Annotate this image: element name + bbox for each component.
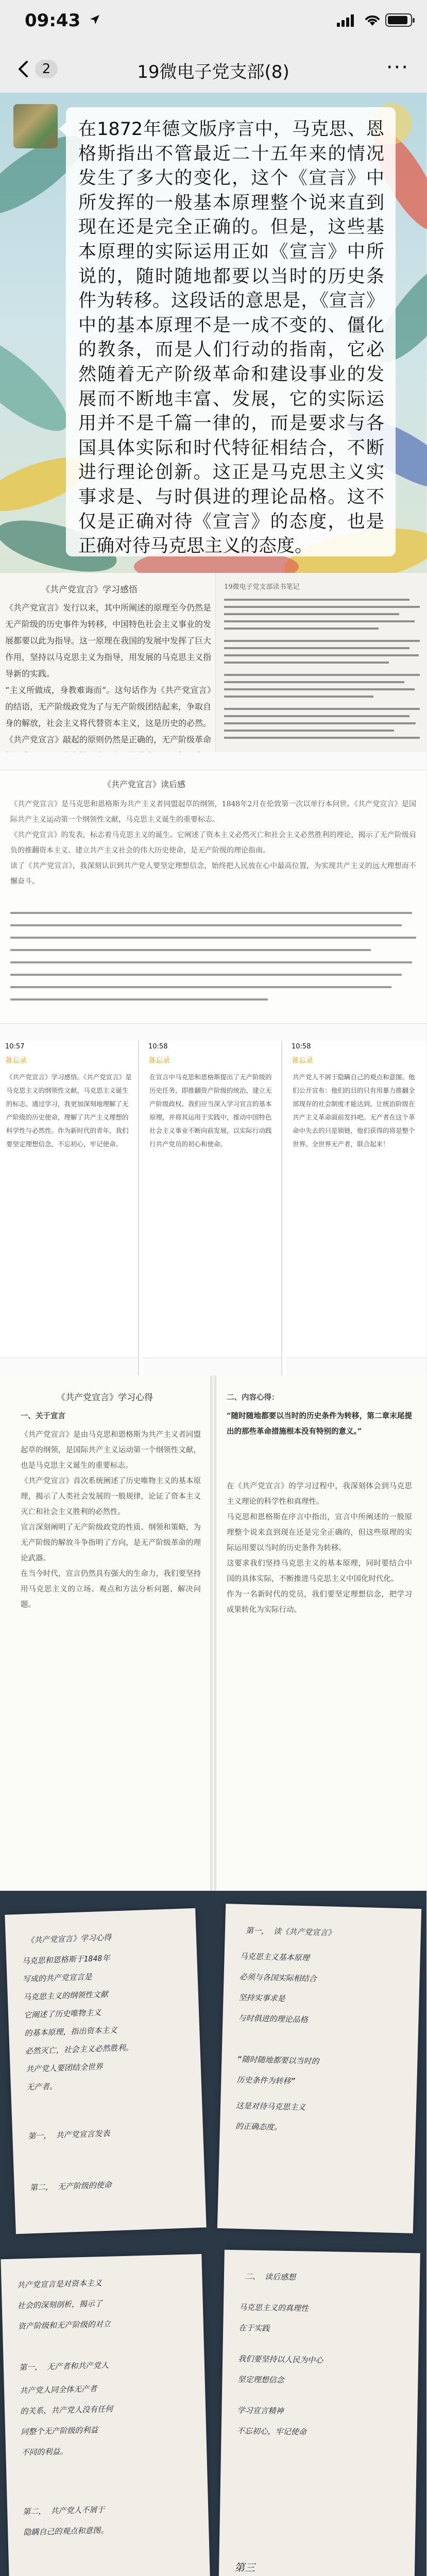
notebook-page-right: 第一， 读《共产党宣言》 马克思主义基本原理 必须与各国实际相结合 坚持实事求是 与时俱进的理论品格 “随时随地都要以当时的 历史条件为转移” 这是对待马克思主义 的正确态度。 [217, 1904, 421, 2233]
essay-heading-left: 一、关于宣言 [21, 1412, 65, 1420]
back-link: 备忘录 [148, 1057, 170, 1065]
text-lines-graphic [0, 907, 426, 1020]
text-lines-graphic [216, 573, 427, 752]
message-text: 在1872年德文版序言中，马克思、恩格斯指出不管最近二十五年来的情况发生了多大的变化，这个《宣言》中所发挥的一般基本原理整个说来直到现在还是完全正确的。但是，这些基本原理的实际运用正如《宣言》中所说的，随时随地都要以当时的历史条件为转移。这段话的意思是，《宣言》中的基本原理不是一成不变的、僵化的教条，而是人们行动的指南，它必然随着无产阶级革命和建设事业的发展而不断地丰富、发展，它的实际运用并不是千篇一律的，而是要求与各国具体实际和时代特征相结合，不断进行理论创新。这正是马克思主义实事求是、与时俱进的理论品格。这不仅是正确对待《宣言》的态度，也是正确对待马克思主义的态度。 [78, 119, 384, 557]
essay-title: 《共产党宣言》学习心得 [57, 1393, 153, 1403]
essay-document-image[interactable] [0, 1376, 426, 1891]
phone-screenshot: 10:57 备忘录 《共产党宣言》学习感悟。《共产党宣言》是马克思主义的纲领性文献，马克思主义诞生的标志。通过学习，我更加深刻地理解了无产阶级的历史使命，理解了共产主义理想的科学性与必然性。作为新时代的青年，我们要坚定理想信念，不忘初心，牢记使命。 [0, 1041, 139, 1376]
document-body: 《共产党宣言》发行以来，其中所阐述的原理至今仍然是无产阶级的历史事件为转移，中国特色社会主义事业的发展都要以此为指导。这一原理在我国的发展中发挥了巨大作用，坚持以马克思主义为指导，用发展的马克思主义指导新的实践。 “主义所做成，身教难诲而”。这句话作为《共产党宣言》的结语，无产阶级政党为了与无产阶级团结起来，争取自身的解放，社会主义将代替资本主义，这是历史的必然。 《共产党宣言》敲起的原则仍然是正确的，无产阶级革命 [5, 603, 212, 744]
wifi-icon [364, 13, 381, 27]
note-text: 在宣言中马克思和恩格斯提出了无产阶级的历史任务，即推翻资产阶级的统治，建立无产阶级政权。我们应当深入学习宣言的基本原理，并将其运用于实践中，推动中国特色社会主义事业不断向前发展，以实际行动践行共产党员的初心和使命。 [149, 1073, 272, 1148]
notes-bottom-bar [0, 1023, 426, 1041]
back-link: 备忘录 [292, 1057, 313, 1065]
handwritten-notebook-image[interactable] [0, 2241, 426, 2576]
message-bubble[interactable] [66, 107, 396, 556]
essay-body-right: 在《共产党宣言》的学习过程中，我深刻体会到马克思主义理论的科学性和真理性。 马克思和恩格斯在序言中指出，宣言中所阐述的一般原理整个说来直到现在还是完全正确的，但这些原理的实际运用要以当时的历史条件为转移。 这要求我们坚持马克思主义的基本原理，同时要结合中国的具体实际，不断推进马克思主义中国化时代化。 作为一名新时代的党员，我们要坚定理想信念，把学习成果转化为实际行动。 [227, 1482, 412, 1614]
note-text: 《共产党宣言》学习感悟。《共产党宣言》是马克思主义的纲领性文献，马克思主义诞生的标志。通过学习，我更加深刻地理解了无产阶级的历史使命，理解了共产主义理想的科学性与必然性。作为新时代的青年，我们要坚定理想信念，不忘初心，牢记使命。 [6, 1073, 132, 1148]
location-arrow-icon [89, 13, 101, 26]
notes-body: 《共产党宣言》是马克思和恩格斯为共产主义者同盟起草的纲领，1848年2月在伦敦第一次以单行本问世。《共产党宣言》是国际共产主义运动第一个纲领性文献，马克思主义诞生的重要标志。 《共产党宣言》的发表，标志着马克思主义的诞生。它阐述了资本主义必然灭亡和社会主义必然胜利的理论，揭示了无产阶级肩负的推翻资本主义、建立共产主义社会的伟大历史使命，是无产阶级的理论指南。 读了《共产党宣言》，我深刻认识到共产党人要坚定理想信念，始终把人民放在心中最高位置，为实现共产主义的远大理想而不懈奋斗。 [10, 800, 416, 886]
phone-screenshot: 10:58 备忘录 在宣言中马克思和恩格斯提出了无产阶级的历史任务，即推翻资产阶级的统治，建立无产阶级政权。我们应当深入学习宣言的基本原理，并将其运用于实践中，推动中国特色社会主义事业不断向前发展，以实际行动践行共产党员的初心和使命。 [143, 1041, 282, 1376]
chat-title: 19微电子党支部(8) [137, 62, 289, 82]
back-link: 备忘录 [5, 1057, 27, 1065]
phone-screenshot: 10:58 备忘录 共产党人不屑于隐瞒自己的观点和意图。他们公开宣布：他们的目的只有用暴力推翻全部现存的社会制度才能达到。让统治阶级在共产主义革命面前发抖吧。无产者在这个革命中失去的只是锁链，他们获得的将是整个世界。全世界无产者，联合起来！ [286, 1041, 426, 1376]
status-bar [0, 0, 426, 45]
notebook-page-right: 二、 读后感想 马克思主义的真理性 在于实践 我们要坚持以人民为中心 坚定理想信念 学习宣言精神 不忘初心，牢记使命 第三 [218, 2250, 420, 2576]
unread-count-badge: 2 [35, 60, 58, 78]
battery-icon [385, 13, 412, 27]
notebook-page-left: 《共产党宣言》学习心得 马克思和恩格斯于1848年 写成的共产党宣言是 马克思主义的纲领性文献 它阐述了历史唯物主义 的基本原理，指出资本主义 必然灭亡，社会主义必然胜利。 共产党人要团结全世界 无产者。 第一， 共产党宣言发表 第二， 无产阶级的使命 [5, 1908, 206, 2234]
scanned-document-image[interactable] [0, 573, 426, 752]
essay-quote: “随时随地都要以当时的历史条件为转移，第二章末尾提出的那些革命措施根本没有特别的意义。” [227, 1412, 412, 1436]
notes-toolbar [0, 752, 426, 770]
document-heading: 19微电子党支部读书笔记 [224, 583, 300, 591]
notes-title: 《共产党宣言》读后感 [103, 779, 186, 789]
document-page-right [215, 573, 427, 752]
phone-screenshots-image[interactable] [0, 1041, 426, 1376]
handwritten-notebook-image[interactable] [0, 1891, 426, 2241]
document-title: 《共产党宣言》学习感悟 [41, 585, 138, 595]
more-options-button[interactable]: ··· [386, 56, 409, 79]
poster-image[interactable] [0, 93, 426, 573]
essay-heading-right: 二、内容心得： [227, 1393, 279, 1402]
essay-body-left: 《共产党宣言》是由马克思和恩格斯为共产主义者同盟起草的纲领，是国际共产主义运动第一个纲领性文献，也是马克思主义诞生的重要标志。 《共产党宣言》首次系统阐述了历史唯物主义的基本原理，揭示了人类社会发展的一般规律，论证了资本主义灭亡和社会主义胜利的必然性。 宣言深刻阐明了无产阶级政党的性质、纲领和策略，为无产阶级的解放斗争指明了方向，是无产阶级革命的理论武器。 在当今时代，宣言仍然具有强大的生命力，我们要坚持用马克思主义的立场、观点和方法分析问题、解决问题。 [21, 1431, 201, 1609]
sender-avatar[interactable] [13, 104, 58, 148]
cellular-signal-icon [337, 14, 355, 27]
notes-screenshot-image[interactable] [0, 752, 426, 1041]
note-text: 共产党人不屑于隐瞒自己的观点和意图。他们公开宣布：他们的目的只有用暴力推翻全部现存的社会制度才能达到。让统治阶级在共产主义革命面前发抖吧。无产者在这个革命中失去的只是锁链，他们获得的将是整个世界。全世界无产者，联合起来！ [293, 1073, 415, 1148]
chat-header [0, 45, 426, 93]
status-time: 09:43 [25, 10, 81, 31]
notebook-page-left: 共产党宣言是对资本主义 社会的深刻剖析，揭示了 资产阶级和无产阶级的对立 第一， 无产者和共产党人 共产党人同全体无产者 的关系，共产党人没有任何 同整个无产阶级的利益 不同的利益。 第二， 共产党人不屑于 隐瞒自己的观点和意图。 [1, 2254, 210, 2576]
